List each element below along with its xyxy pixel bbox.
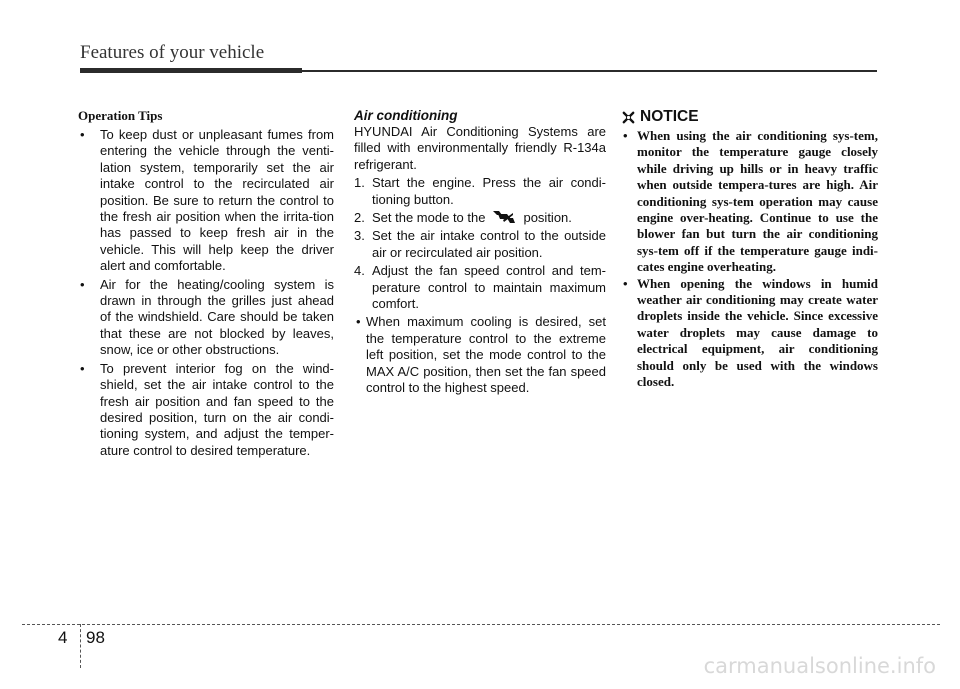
list-item (354, 228, 606, 261)
list-item (78, 277, 334, 359)
list-item-text: To keep dust or unpleasant fumes from entering the vehicle through the venti-lation system, temporarily set the air intake control to the recirculated air position. Be sure to return the control to the fresh air position when the irrita-tion has passed to keep fresh air in the vehicle. This will help keep the driver alert and comfortable. (100, 127, 334, 274)
step-number: 1. (354, 175, 365, 191)
step-text: Adjust the fan speed control and tem-perature control to maintain maximum comfort. (372, 263, 606, 312)
notice-list (621, 128, 878, 391)
page-header-title: Features of your vehicle (80, 42, 265, 63)
header-rule-thick (80, 68, 302, 73)
air-conditioning-tip (354, 314, 606, 396)
list-item-text: Air for the heating/cooling system is drawn in through the grilles just ahead of the windshield. Care should be taken that these are not blocked by leaves, snow, ice or other obstructions. (100, 276, 334, 358)
list-item-text: When opening the windows in humid weather air conditioning may create water droplets inside the vehicle. Since excessive water droplets may cause damage to electrical equipment, air conditioning should only be used with the windows closed. (637, 275, 878, 390)
air-conditioning-intro: HYUNDAI Air Conditioning Systems are filled with environmentally friendly R-134a refrigerant. (354, 124, 606, 172)
watermark: carmanualsonline.info (703, 654, 936, 678)
operation-tips-list (78, 127, 334, 459)
page-number: 98 (86, 628, 105, 647)
notice-heading (621, 108, 878, 126)
list-item (354, 210, 606, 226)
step-number: 4. (354, 263, 365, 279)
notice-title: NOTICE (640, 108, 699, 125)
list-item-text: When using the air conditioning sys-tem, monitor the temperature gauge closely while driving up hills or in heavy traffic when outside tempera-tures are high. Air conditioning sys-tem operation may cause engine over-heating. Continue to use the blower fan but turn the air conditioning sys-tem off if the temperature gauge indi-cates engine overheating. (637, 128, 878, 275)
step-text: Set the air intake control to the outside air or recirculated air position. (372, 228, 606, 260)
face-vent-mode-icon (489, 210, 519, 224)
bullet-marker: • (80, 360, 85, 376)
operation-tips-heading: Operation Tips (78, 108, 163, 123)
step-text: Start the engine. Press the air condi-tioning button. (372, 175, 606, 207)
step-number: 3. (354, 228, 365, 244)
bullet-marker: • (623, 128, 628, 143)
bullet-marker: • (80, 276, 85, 292)
list-item (354, 314, 606, 396)
list-item-text: To prevent interior fog on the wind-shield, set the air intake control to the fresh air position and fan speed to the desired position, turn on the air condi-tioning system, and adjust the temper-ature control to desired temperature. (100, 360, 334, 458)
footer-divider (80, 624, 81, 668)
footer-rule (22, 624, 940, 625)
list-item (78, 361, 334, 459)
list-item-text: When maximum cooling is desired, set the temperature control to the extreme left position, set the mode control to the MAX A/C position, then set the fan speed control to the highest speed. (366, 314, 606, 396)
step-text: Set the mode to the (372, 210, 486, 226)
bullet-marker: • (356, 314, 361, 330)
bullet-marker: • (80, 127, 85, 142)
list-item (78, 127, 334, 275)
list-item (621, 128, 878, 276)
list-item (621, 276, 878, 391)
notice-section (621, 108, 878, 391)
list-item (354, 263, 606, 312)
step-number: 2. (354, 210, 365, 226)
air-conditioning-steps (354, 175, 606, 312)
chapter-number: 4 (58, 628, 68, 647)
header-rule-thin (300, 70, 877, 72)
bullet-marker: • (623, 275, 628, 291)
list-item (354, 175, 606, 208)
air-conditioning-section (354, 108, 606, 399)
air-conditioning-heading: Air conditioning (354, 108, 458, 123)
asterisk-star-icon (621, 110, 636, 125)
operation-tips-section (78, 108, 334, 461)
step-text: position. (523, 210, 572, 226)
